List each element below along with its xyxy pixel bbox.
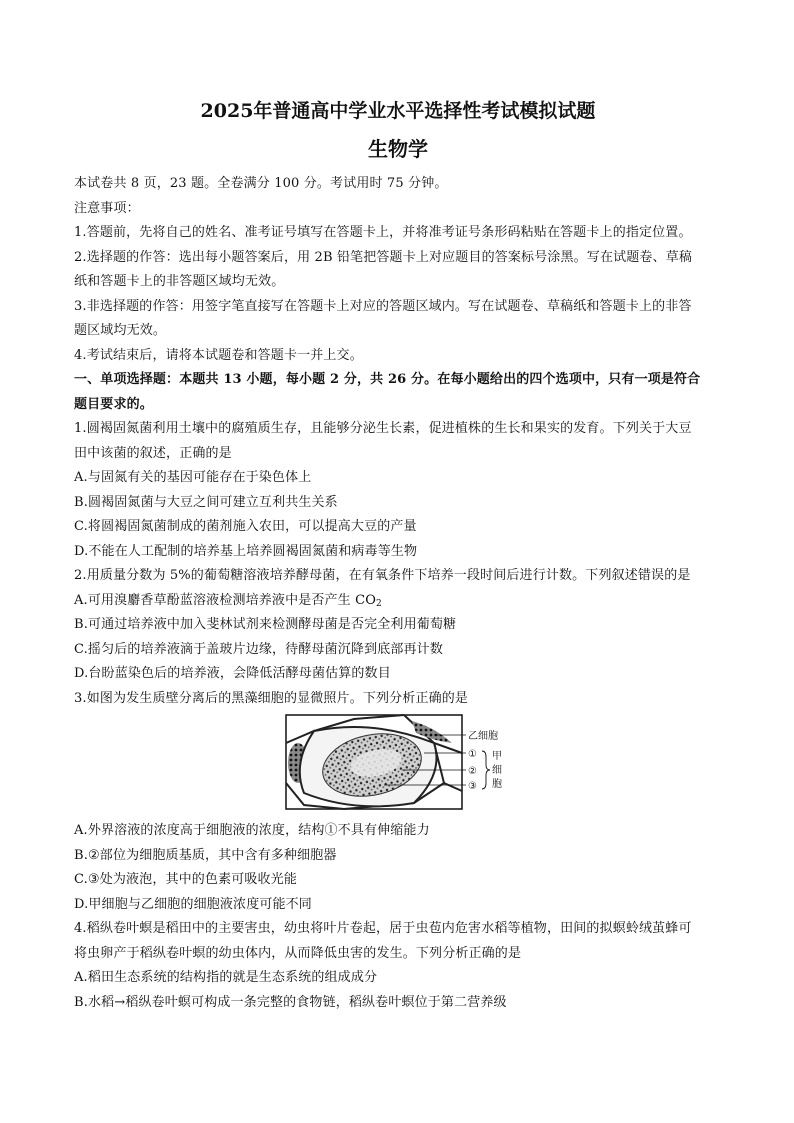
notice-4: 4.考试结束后，请将本试题卷和答题卡一并上交。	[74, 347, 363, 363]
q1-option-b: B.圆褐固氮菌与大豆之间可建立互利共生关系	[74, 494, 338, 510]
exam-summary: 本试卷共 8 页，23 题。全卷满分 100 分。考试用时 75 分钟。	[74, 176, 448, 191]
subject-title: 生物学	[368, 137, 428, 161]
q3-option-d: D.甲细胞与乙细胞的细胞液浓度可能不同	[74, 896, 312, 912]
notice-2-line-2: 纸和答题卡上的非答题区域均无效。	[74, 274, 285, 289]
notice-1: 1.答题前，先将自己的姓名、准考证号填写在答题卡上，并将准考证号条形码粘贴在答题卡上的指定位置。	[74, 225, 692, 240]
q2-option-a	[74, 589, 722, 614]
label-jia-char-1: 甲	[492, 751, 502, 762]
brace-icon	[482, 751, 490, 789]
q1-option-a: A.与固氮有关的基因可能存在于染色体上	[74, 470, 312, 485]
q2-option-a-text: A.可用溴麝香草酚蓝溶液检测培养液中是否产生 CO	[74, 592, 377, 608]
cell-micrograph-diagram	[284, 713, 514, 813]
q2-option-d: D.台盼蓝染色后的培养液，会降低活酵母菌估算的数目	[74, 666, 391, 681]
notice-heading: 注意事项：	[74, 200, 140, 216]
section-1-heading-line-2: 题目要求的。	[74, 396, 153, 412]
q1-option-d: D.不能在人工配制的培养基上培养圆褐固氮菌和病毒等生物	[74, 543, 418, 559]
q2-option-b: B.可通过培养液中加入斐林试剂来检测酵母菌是否完全利用葡萄糖	[74, 617, 457, 632]
exam-title: 2025年普通高中学业水平选择性考试模拟试题	[200, 100, 596, 122]
label-structure-2: ②	[468, 766, 477, 777]
q3-option-b: B.②部位为细胞质基质，其中含有多种细胞器	[74, 847, 337, 863]
notice-3-line-2: 题区域均无效。	[74, 323, 167, 338]
exam-page	[74, 96, 722, 1015]
label-structure-3: ③	[468, 781, 477, 792]
q2-stem: 2.用质量分数为 5%的葡萄糖溶液培养酵母菌，在有氧条件下培养一段时间后进行计数。下列叙述错误的是	[74, 568, 691, 583]
q4-option-b: B.水稻→稻纵卷叶螟可构成一条完整的食物链，稻纵卷叶螟位于第二营养级	[74, 994, 507, 1010]
q2-option-c: C.摇匀后的培养液滴于盖玻片边缘，待酵母菌沉降到底部再计数	[74, 641, 443, 657]
section-1-heading-line-1: 一、单项选择题：本题共 13 小题，每小题 2 分，共 26 分。在每小题给出的四个选项中，只有一项是符合	[74, 372, 701, 387]
q3-figure	[74, 713, 722, 815]
q4-stem-line-2: 将虫卵产于稻纵卷叶螟的幼虫体内，从而降低虫害的发生。下列分析正确的是	[74, 945, 522, 961]
q3-option-c: C.③处为液泡，其中的色素可吸收光能	[74, 872, 297, 887]
q3-stem: 3.如图为发生质壁分离后的黑藻细胞的显微照片。下列分析正确的是	[74, 690, 469, 706]
q1-stem-line-2: 田中该菌的叙述，正确的是	[74, 445, 232, 461]
label-jia-char-3: 胞	[492, 779, 502, 790]
q3-option-a: A.外界溶液的浓度高于细胞液的浓度，结构①不具有伸缩能力	[74, 823, 430, 838]
q1-option-c: C.将圆褐固氮菌制成的菌剂施入农田，可以提高大豆的产量	[74, 519, 417, 534]
q1-stem-line-1: 1.圆褐固氮菌利用土壤中的腐殖质生存，且能够分泌生长素，促进植株的生长和果实的发育。下列关于大豆	[74, 421, 692, 436]
notice-3-line-1: 3.非选择题的作答：用签字笔直接写在答题卡上对应的答题区域内。写在试题卷、草稿纸和答题卡上的非答	[74, 298, 692, 314]
q4-stem-line-1: 4.稻纵卷叶螟是稻田中的主要害虫，幼虫将叶片卷起，居于虫苞内危害水稻等植物，田间的拟螟蛉绒茧蜂可	[74, 921, 692, 936]
label-yi-cell: 乙细胞	[468, 731, 498, 742]
label-structure-1: ①	[468, 749, 477, 760]
notice-2-line-1: 2.选择题的作答：选出每小题答案后，用 2B 铅笔把答题卡上对应题目的答案标号涂黑。写在试题卷、草稿	[74, 249, 692, 265]
q2-option-a-subscript: 2	[376, 598, 382, 609]
label-jia-char-2: 细	[492, 765, 502, 776]
q4-option-a: A.稻田生态系统的结构指的就是生态系统的组成成分	[74, 970, 378, 985]
